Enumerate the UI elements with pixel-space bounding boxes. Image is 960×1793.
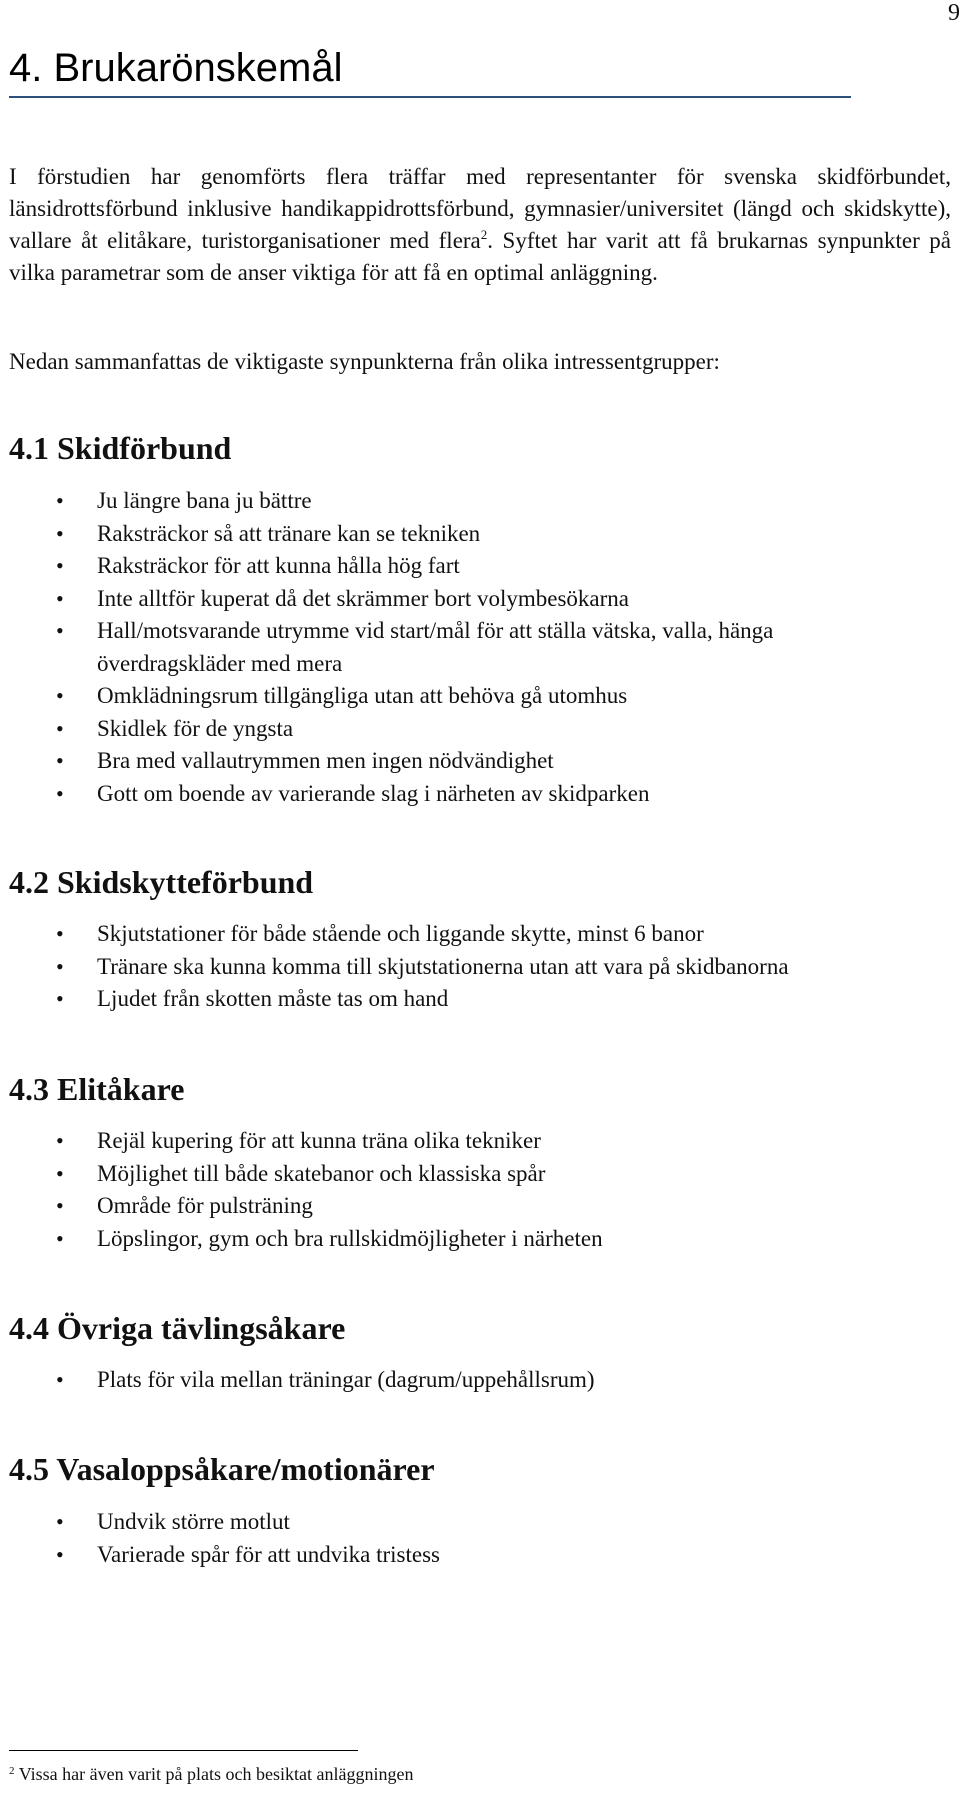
title-underline: [9, 96, 851, 98]
list-item: • Varierade spår för att undvika tristess: [9, 1539, 909, 1572]
list-item: • Skidlek för de yngsta: [9, 713, 909, 746]
list-item: • Undvik större motlut: [9, 1506, 909, 1539]
page-number: 9: [948, 0, 960, 26]
list-item: • Omklädningsrum tillgängliga utan att behöva gå utomhus: [9, 680, 909, 713]
footnote: [9, 1764, 413, 1785]
footnote-number: 2: [9, 1765, 15, 1777]
list-item: • Ju längre bana ju bättre: [9, 485, 909, 518]
list-item: • Löpslingor, gym och bra rullskidmöjligheter i närheten: [9, 1223, 909, 1256]
list-item: • Ljudet från skotten måste tas om hand: [9, 983, 909, 1016]
list-item: • Möjlighet till både skatebanor och klassiska spår: [9, 1158, 909, 1191]
bullet-list-skidskytteforbund: [9, 918, 909, 1016]
list-item: • Inte alltför kuperat då det skrämmer bort volymbesökarna: [9, 583, 909, 616]
list-item: • Raksträckor för att kunna hålla hög fart: [9, 550, 909, 583]
summary-paragraph: Nedan sammanfattas de viktigaste synpunkterna från olika intressentgrupper:: [9, 349, 720, 374]
list-item: • Raksträckor så att tränare kan se tekniken: [9, 518, 909, 551]
bullet-list-ovriga-tavlingsakare: [9, 1364, 909, 1397]
bullet-list-skidforbund: [9, 485, 909, 810]
footnote-separator: [9, 1750, 358, 1751]
footnote-reference: 2: [480, 227, 488, 242]
list-item: • Skjutstationer för både stående och liggande skytte, minst 6 banor: [9, 918, 909, 951]
chapter-title: 4. Brukarönskemål: [9, 46, 343, 90]
section-title-skidskytteforbund: 4.2 Skidskytteförbund: [9, 864, 314, 900]
list-item: • Rejäl kupering för att kunna träna olika tekniker: [9, 1125, 909, 1158]
footnote-text: Vissa har även varit på plats och besiktat anläggningen: [18, 1764, 414, 1784]
list-item: • Plats för vila mellan träningar (dagrum/uppehållsrum): [9, 1364, 909, 1397]
bullet-list-vasaloppsakare: [9, 1506, 909, 1571]
section-title-skidforbund: 4.1 Skidförbund: [9, 430, 232, 466]
intro-text-before: I förstudien har genomförts flera träffar med representanter för svenska skidförbundet, länsidrottsförbund inklusive handikappidrottsförbund, gymnasier/universitet (längd och skidskytte), vallare åt elitåkare, turistorganisationer med flera: [9, 164, 951, 253]
list-item: • Bra med vallautrymmen men ingen nödvändighet: [9, 745, 909, 778]
section-title-elitakare: 4.3 Elitåkare: [9, 1071, 185, 1107]
list-item: • Område för pulsträning: [9, 1190, 909, 1223]
list-item: • Hall/motsvarande utrymme vid start/mål för att ställa vätska, valla, hänga överdragskläder med mera: [9, 615, 909, 680]
list-item: • Tränare ska kunna komma till skjutstationerna utan att vara på skidbanorna: [9, 951, 909, 984]
section-title-vasaloppsakare: 4.5 Vasaloppsåkare/motionärer: [9, 1451, 435, 1487]
list-item: • Gott om boende av varierande slag i närheten av skidparken: [9, 778, 909, 811]
intro-paragraph: [9, 161, 951, 289]
section-title-ovriga-tavlingsakare: 4.4 Övriga tävlingsåkare: [9, 1310, 346, 1346]
intro-text-after: . Syftet har varit att få brukarnas synpunkter på vilka parametrar som de anser viktiga för att få en optimal anläggning.: [9, 228, 952, 285]
bullet-list-elitakare: [9, 1125, 909, 1255]
